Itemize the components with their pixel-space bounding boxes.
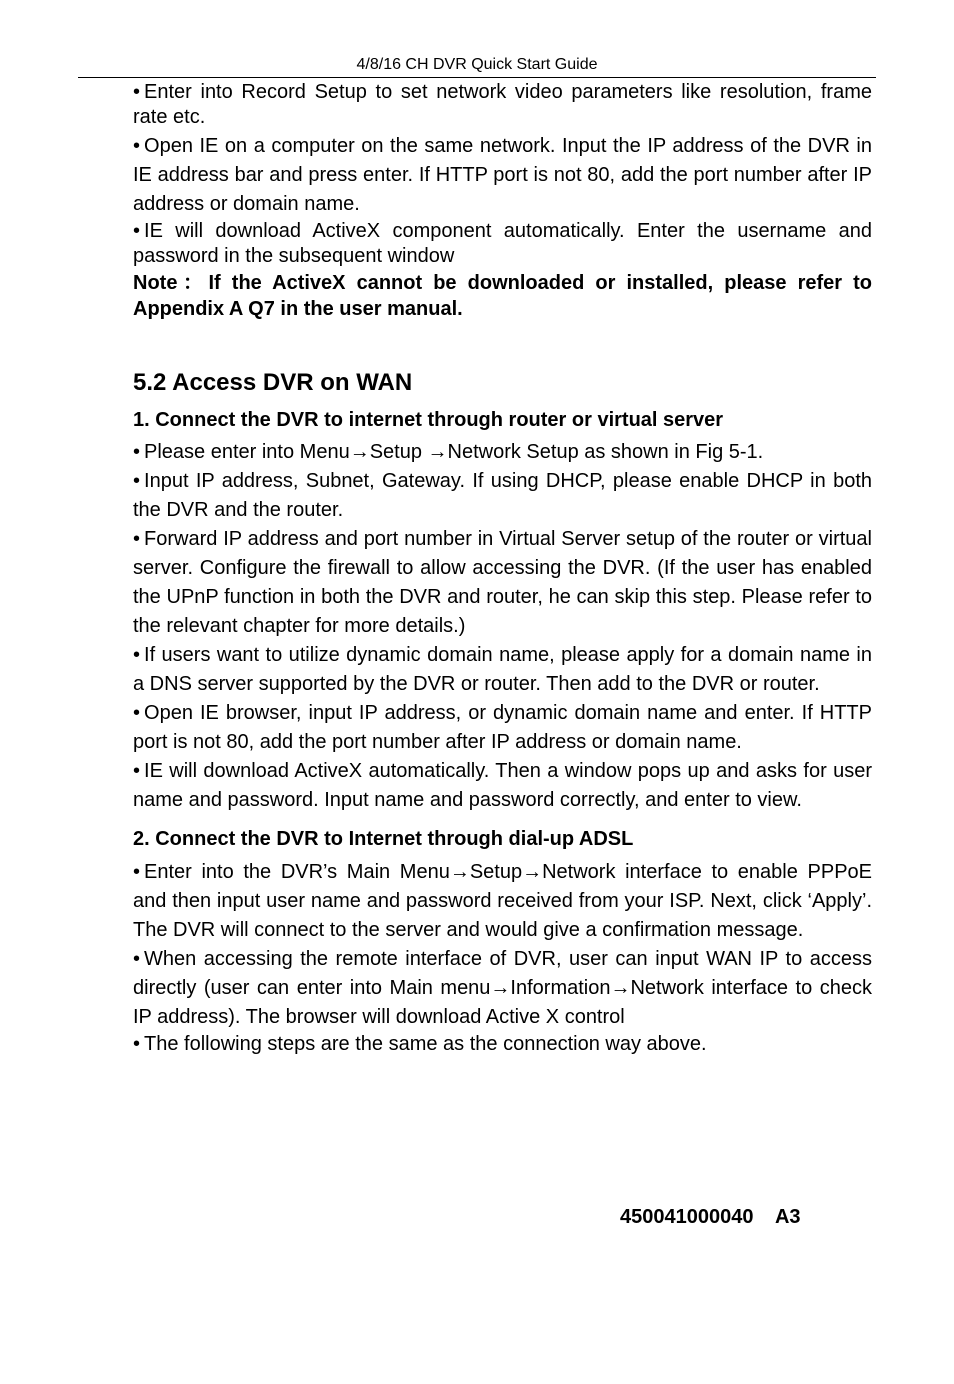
page-header-title: 4/8/16 CH DVR Quick Start Guide <box>356 56 598 73</box>
sub1-bullet-2: • Input IP address, Subnet, Gateway. If using DHCP, please enable DHCP in both the DVR and the router. <box>133 467 872 525</box>
intro-bullet-1: • Enter into Record Setup to set network video parameters like resolution, frame rate etc. <box>133 80 872 130</box>
subsection-1-heading: 1. Connect the DVR to internet through router or virtual server <box>133 409 724 431</box>
page-content <box>133 80 872 1057</box>
sub1-bullet-6: • IE will download ActiveX automatically. Then a window pops up and asks for user name and password. Input name and password correctly, and enter to view. <box>133 757 872 815</box>
sub1-bullet-3: • Forward IP address and port number in Virtual Server setup of the router or virtual server. Configure the firewall to allow accessing the DVR. (If the user has enabled the UPnP function in both the DVR and router, he can skip this step. Please refer to the relevant chapter for more details.) <box>133 525 872 641</box>
section-title: 5.2 Access DVR on WAN <box>133 369 413 396</box>
subsection-2-heading: 2. Connect the DVR to Internet through dial-up ADSL <box>133 828 634 850</box>
sub2-bullet-1: • Enter into the DVR’s Main Menu→Setup→Network interface to enable PPPoE and then input user name and password received from your ISP. Next, click ‘Apply’. The DVR will connect to the server and would give a confirmation message. <box>133 858 872 945</box>
document-code: 450041000040 A3 <box>620 1206 801 1228</box>
sub1-bullet-5: • Open IE browser, input IP address, or dynamic domain name and enter. If HTTP port is not 80, add the port number after IP address or domain name. <box>133 699 872 757</box>
intro-bullet-3: • IE will download ActiveX component automatically. Enter the username and password in the subsequent window <box>133 219 872 269</box>
sub2-bullet-2: • When accessing the remote interface of DVR, user can input WAN IP to access directly (user can enter into Main menu→Information→Network interface to check IP address). The browser will download Active X control <box>133 945 872 1032</box>
activex-note: Note：If the ActiveX cannot be downloaded or installed, please refer to Appendix A Q7 in the user manual. <box>133 272 872 320</box>
intro-bullet-2: • Open IE on a computer on the same network. Input the IP address of the DVR in IE address bar and press enter. If HTTP port is not 80, add the port number after IP address or domain name. <box>133 132 872 219</box>
sub1-bullet-1: • Please enter into Menu→Setup →Network Setup as shown in Fig 5-1. <box>133 438 872 467</box>
sub2-bullet-3: • The following steps are the same as the connection way above. <box>133 1032 872 1057</box>
sub1-bullet-4: • If users want to utilize dynamic domain name, please apply for a domain name in a DNS server supported by the DVR or router. Then add to the DVR or router. <box>133 641 872 699</box>
header-divider <box>78 77 876 78</box>
